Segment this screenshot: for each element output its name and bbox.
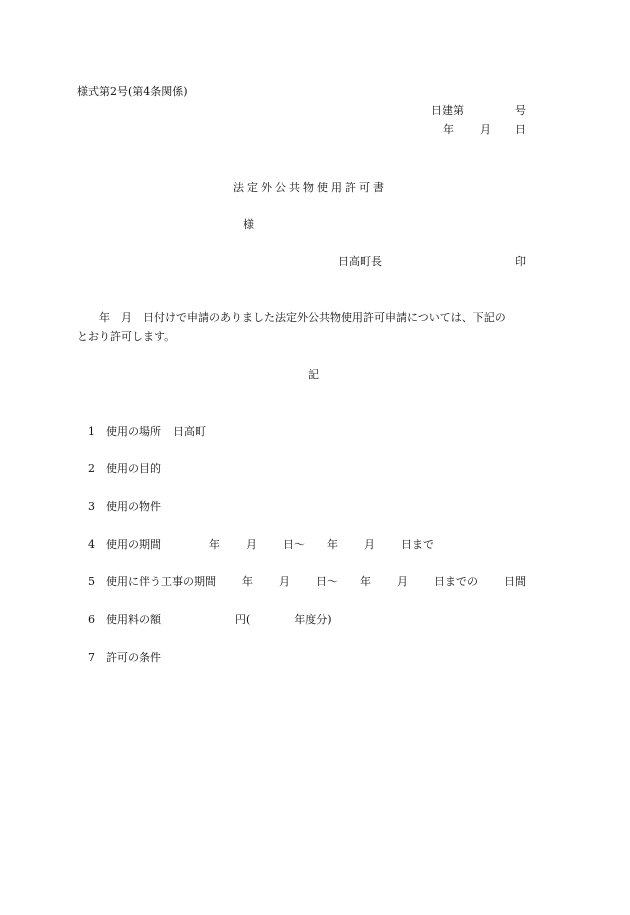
period-day-start: 日～: [283, 538, 305, 551]
form-number: 様式第2号(第4条関係): [77, 85, 188, 98]
period-month-start: 月: [246, 538, 257, 551]
item-number: 1: [88, 425, 95, 438]
ki-heading: 記: [308, 368, 319, 381]
item-label: 使用の目的: [106, 462, 161, 475]
item-number: 6: [88, 613, 95, 626]
fee-fiscal-year: 年度分): [294, 613, 332, 626]
document-number-label: 日建第: [431, 104, 464, 117]
work-year-start: 年: [242, 575, 253, 588]
item-number: 7: [88, 651, 95, 664]
issuer-seal-mark: 印: [515, 255, 526, 268]
list-item: [88, 651, 161, 665]
document-number-suffix: 号: [515, 104, 526, 117]
work-day-end: 日までの: [434, 575, 478, 588]
list-item: [88, 575, 526, 589]
period-year-end: 年: [327, 538, 338, 551]
item-label: 使用の場所: [106, 425, 161, 438]
item-number: 2: [88, 462, 95, 475]
work-year-end: 年: [360, 575, 371, 588]
list-item: [88, 613, 332, 627]
list-item: [88, 425, 206, 439]
body-text-line-1: [77, 311, 506, 325]
fee-yen: 円(: [235, 613, 251, 626]
period-year-start: 年: [209, 538, 220, 551]
date-year-label: 年: [443, 123, 454, 136]
period-month-end: 月: [364, 538, 375, 551]
date-day-label: 日: [515, 123, 526, 136]
item-number: 5: [88, 575, 95, 588]
list-item: [88, 538, 434, 552]
period-day-end: 日まで: [401, 538, 434, 551]
work-days: 日間: [504, 575, 526, 588]
item-label: 使用に伴う工事の期間: [106, 575, 216, 588]
work-month-start: 月: [279, 575, 290, 588]
body-text-line-2: とおり許可します。: [77, 330, 176, 343]
work-month-end: 月: [397, 575, 408, 588]
item-number: 3: [88, 500, 95, 513]
date-month-label: 月: [480, 123, 491, 136]
item-label: 使用の期間: [106, 538, 161, 551]
document-title: 法定外公共物使用許可書: [233, 181, 387, 194]
item-label: 使用料の額: [106, 613, 161, 626]
item-number: 4: [88, 538, 95, 551]
addressee-honorific: 様: [243, 218, 254, 231]
list-item: [88, 462, 161, 476]
list-item: [88, 500, 161, 514]
body-text: 年 月 日付けで申請のありました法定外公共物使用許可申請については、下記の: [99, 311, 506, 324]
issuer-name: 日高町長: [338, 255, 382, 268]
item-value: 日高町: [173, 425, 206, 438]
item-label: 許可の条件: [106, 651, 161, 664]
work-day-start: 日～: [316, 575, 338, 588]
item-label: 使用の物件: [106, 500, 161, 513]
